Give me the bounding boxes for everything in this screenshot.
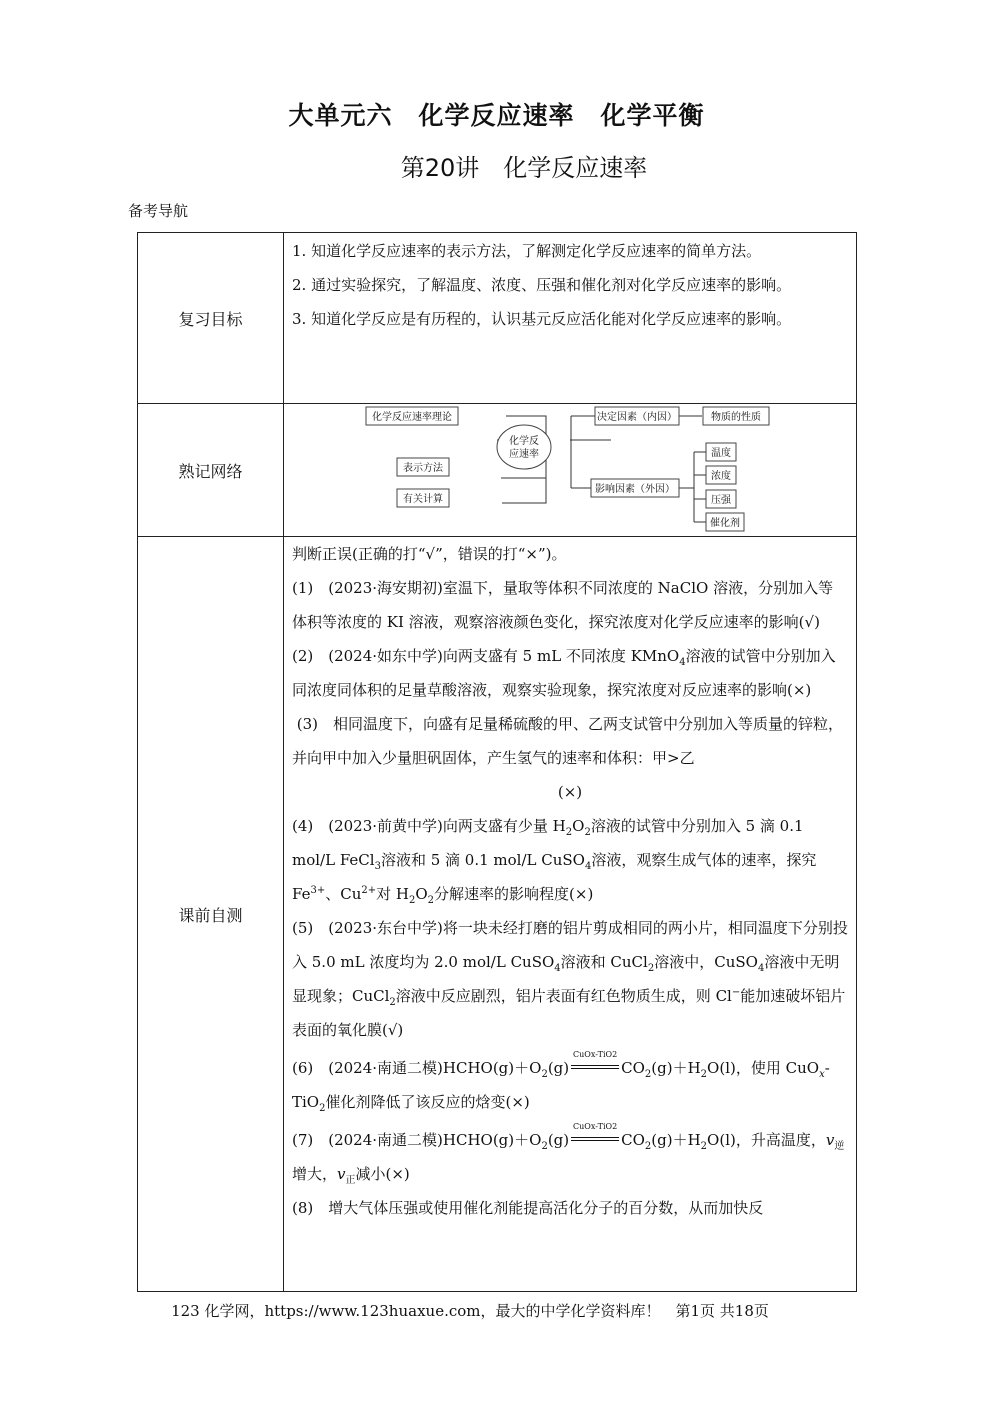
question-6: (6) (2024·南通二模)$HCHO(g)+O_2(g)$ CuOx-TiO2 $CO_2(g)+H_2O(l)$，使用 CuO$_x$-TiO$_2$催化剂降低了该反应的焓变(×): [292, 1050, 830, 1114]
selftest-label: 课前自测: [138, 537, 284, 1292]
goal-item: 1. 知道化学反应速率的表示方法，了解测定化学反应速率的简单方法。: [292, 242, 762, 260]
node-internal-text: 决定因素（内因）: [597, 412, 677, 423]
selftest-intro: 判断正误(正确的打“√”，错误的打“×”)。: [292, 545, 567, 563]
node-press-text: 压强: [711, 495, 731, 506]
question-8: (8) 增大气体压强或使用催化剂能提高活化分子的百分数，从而加快反: [292, 1199, 764, 1217]
question-7: (7) (2024·南通二模)$HCHO(g)+O_2(g)$ CuOx-TiO2 $CO_2(g)+H_2O(l)$，升高温度，$v_逆$增大，$v_正$减小(×): [292, 1122, 845, 1186]
guide-table: [137, 232, 857, 1292]
lesson-title: 第20讲 化学反应速率: [400, 154, 648, 182]
node-internal: [595, 407, 679, 425]
node-cat-text: 催化剂: [710, 518, 740, 529]
node-center-line2: 应速率: [509, 449, 539, 460]
node-temp: [706, 443, 736, 461]
node-theory-text: 化学反应速率理论: [372, 412, 452, 423]
node-conc-text: 浓度: [711, 471, 731, 482]
node-external: [591, 479, 679, 497]
node-press: [706, 490, 736, 508]
network-label: 熟记网络: [138, 404, 284, 537]
network-row: [138, 404, 857, 537]
question-3-answer: (×): [557, 783, 583, 801]
node-express: [397, 458, 449, 476]
question-2: (2) (2024·如东中学)向两支盛有 5 mL 不同浓度 KMnO$_4$溶液的试管中分别加入同浓度同体积的足量草酸溶液，观察实验现象，探究浓度对反应速率的影响(×): [292, 647, 836, 699]
node-calc: [397, 489, 449, 507]
catalyst-arrow: CuOx-TiO2: [569, 1132, 621, 1150]
selftest-content: [284, 537, 857, 1292]
node-conc: [706, 466, 736, 484]
node-express-text: 表示方法: [403, 463, 443, 474]
goals-content: [284, 233, 857, 404]
node-center-line1: 化学反: [509, 436, 539, 447]
question-1: (1) (2023·海安期初)室温下，量取等体积不同浓度的 NaClO 溶液，分别加入等体积等浓度的 KI 溶液，观察溶液颜色变化，探究浓度对化学反应速率的影响(√): [292, 579, 834, 631]
network-diagram: [284, 404, 856, 536]
question-5: (5) (2023·东台中学)将一块未经打磨的铝片剪成相同的两小片，相同温度下分别投入 5.0 mL 浓度均为 2.0 mol/L CuSO$_4$溶液和 CuCl$_2$溶液中，CuSO$_4$溶液中无明显现象；CuCl$_2$溶液中反应剧烈，铝片表面有红色物质生成，则 Cl−能加速破坏铝片表面的氧化膜(√): [292, 919, 848, 1039]
goals-label: 复习目标: [138, 233, 284, 404]
node-center: [497, 425, 551, 469]
question-3: (3) 相同温度下，向盛有足量稀硫酸的甲、乙两支试管中分别加入等质量的锌粒，并向甲中加入少量胆矾固体，产生氢气的速率和体积：甲>乙: [292, 715, 844, 767]
page-footer: 123 化学网，https://www.123huaxue.com，最大的中学化学资料库！ 第1页 共18页: [171, 1302, 769, 1320]
node-nature-text: 物质的性质: [711, 412, 761, 423]
goals-row: [138, 233, 857, 404]
concept-network: [284, 404, 857, 537]
node-temp-text: 温度: [711, 448, 731, 459]
question-4: (4) (2023·前黄中学)向两支盛有少量 $H_2O_2$溶液的试管中分别加入 5 滴 0.1 mol/L FeCl$_3$溶液和 5 滴 0.1 mol/L CuSO$_4$溶液，观察生成气体的速率，探究 $Fe^{3+}$、$Cu^{2+}$对 $H_2O_2$分解速率的影响程度(×): [292, 817, 817, 906]
goal-item: 2. 通过实验探究，了解温度、浓度、压强和催化剂对化学反应速率的影响。: [292, 276, 792, 294]
goal-item: 3. 知道化学反应是有历程的，认识基元反应活化能对化学反应速率的影响。: [292, 310, 792, 328]
node-nature: [703, 407, 769, 425]
section-label: 备考导航: [128, 202, 189, 220]
node-theory: [366, 407, 458, 425]
node-external-text: 影响因素（外因）: [595, 484, 675, 495]
catalyst-arrow: CuOx-TiO2: [569, 1060, 621, 1078]
page-title: 大单元六 化学反应速率 化学平衡: [288, 101, 705, 130]
node-calc-text: 有关计算: [403, 494, 443, 505]
node-cat: [706, 513, 744, 531]
selftest-row: [138, 537, 857, 1292]
